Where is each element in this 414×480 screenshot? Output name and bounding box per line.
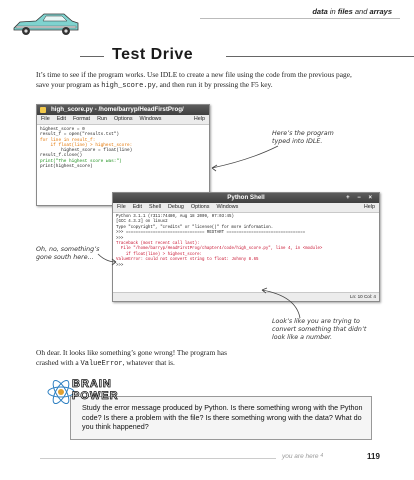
editor-title: high_score.py - /home/barryp/HeadFirstProg/ [51, 106, 184, 113]
brain-power-text: Study the error message produced by Python. Is there something wrong with the Python code? Is there a problem with the file? Is there something wrong with the data? What do you think happened? [82, 403, 363, 431]
code-line: highest_score = float(line) [40, 148, 133, 154]
code-line: print(highest_score) [40, 164, 93, 170]
menu-shell[interactable]: Shell [148, 204, 161, 210]
menu-file[interactable]: File [117, 204, 126, 210]
result-code: ValueError [80, 360, 123, 369]
brain-power-logo [46, 377, 136, 405]
code-line: if float(line) > highest_score: [40, 142, 133, 148]
power-word: POWER [72, 390, 119, 402]
menu-windows[interactable]: Windows [139, 116, 162, 122]
header-files: files [337, 7, 353, 16]
section-title: Test Drive [112, 46, 194, 63]
shell-line: ValueError: could not convert string to float: Johnny 8.65 [116, 258, 259, 263]
intro-text-b: , and then run it by pressing the F5 key. [155, 80, 273, 90]
menu-options[interactable]: Options [190, 204, 210, 210]
menu-run[interactable]: Run [97, 116, 107, 122]
menu-edit[interactable]: Edit [132, 204, 142, 210]
shell-line: Type "copyright", "credits" or "license()" for more information. [116, 225, 274, 230]
menu-edit[interactable]: Edit [56, 116, 66, 122]
menu-windows[interactable]: Windows [216, 204, 239, 210]
footer-you-are-here [282, 453, 323, 460]
window-controls[interactable]: + − × [346, 195, 375, 201]
shell-line: Traceback (most recent call last): [116, 242, 200, 247]
annotation-typed: Here’s the program typed into IDLE. [272, 130, 334, 145]
shell-title: Python Shell [227, 194, 265, 201]
code-line: highest_score = 0 [40, 127, 85, 132]
code-line: print("The highest score was:") [40, 158, 122, 164]
code-line: result_f.close() [40, 153, 83, 159]
brain-word: BRAIN [72, 378, 112, 390]
shell-line: [GCC 4.3.2] on linux2 [116, 220, 168, 225]
annotation-wrong: Oh, no, something’s gone south here... [36, 246, 100, 261]
cursor-position: Ln: 10 Col: 4 [349, 294, 376, 299]
menu-help[interactable]: Help [363, 204, 375, 210]
menu-file[interactable]: File [41, 116, 50, 122]
result-text-b: , whatever that is. [122, 358, 175, 368]
footer-rule [40, 458, 276, 459]
footer-text: you are here [282, 453, 319, 460]
result-text-a: Oh dear. It looks like something’s gone wrong! The program has crashed with a [36, 348, 227, 368]
shell-line: >>> ================================ RESTART ================================ [116, 231, 306, 236]
footer-arrow: 4 [320, 453, 324, 459]
annotation-look: Look’s like you are trying to convert something that didn’t look like a number. [272, 318, 367, 341]
menu-help[interactable]: Help [193, 116, 205, 122]
result-paragraph [36, 348, 246, 369]
header-in: in [327, 7, 338, 16]
menu-debug[interactable]: Debug [167, 204, 184, 210]
shell-line: Python 3.1.1 (r311:74480, Aug 18 2009, 07:03:45) [116, 215, 234, 219]
code-line: for line in result_f: [40, 137, 96, 143]
shell-line: if float(line) > highest_score: [116, 252, 202, 257]
code-line: result_f = open("results.txt") [40, 132, 120, 138]
header-data: data [312, 7, 328, 16]
intro-code: high_score.py [101, 82, 156, 91]
menu-options[interactable]: Options [113, 116, 133, 122]
page-number: 119 [367, 452, 380, 461]
shell-line: File "/home/barryp/HeadFirstProg/chapter4/code/high_score.py", line 4, in <module> [116, 247, 323, 252]
header-arrays: arrays [369, 7, 392, 16]
intro-text-a: It’s time to see if the program works. Use IDLE to create a new file using the code from the previous page, save your program as [36, 70, 352, 90]
shell-line: >>> [116, 263, 124, 268]
shell-line: >>> [116, 236, 124, 241]
menu-format[interactable]: Format [72, 116, 91, 122]
header-and: and [352, 7, 370, 16]
